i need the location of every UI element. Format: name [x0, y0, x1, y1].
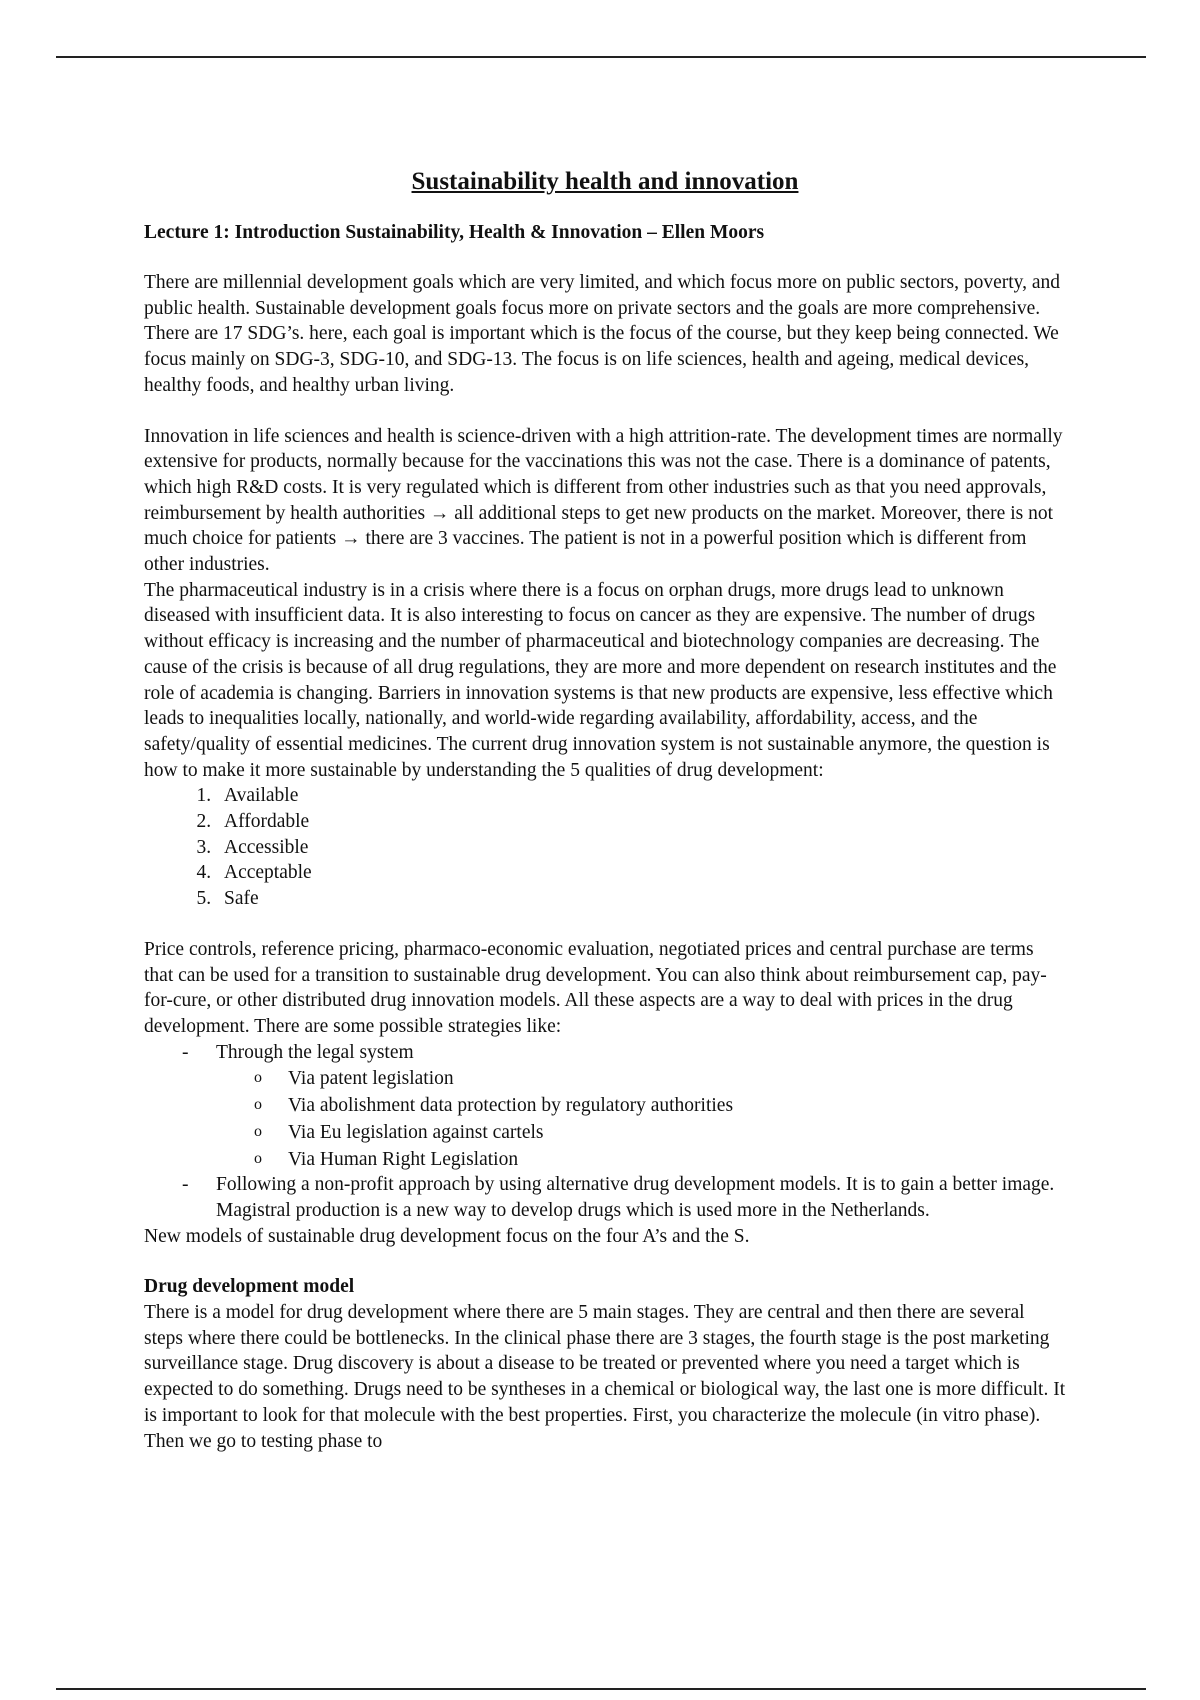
qualities-list	[144, 783, 1066, 912]
list-item: o Via Eu legislation against cartels	[216, 1120, 1066, 1146]
legal-sublist	[216, 1066, 1066, 1172]
strategy-legal	[144, 1040, 1066, 1173]
list-item: o Via patent legislation	[216, 1066, 1066, 1092]
list-item: o Via abolishment data protection by regulatory authorities	[216, 1093, 1066, 1119]
bottom-rule	[56, 1688, 1146, 1690]
section-heading: Drug development model	[144, 1276, 355, 1298]
paragraph-drug-model: There is a model for drug development where there are 5 main stages. They are central and then there are several steps where there could be bottlenecks. In the clinical phase there are 3 stages, the fourth stage is the post marketing surveillance stage. Drug discovery is about a disease to be treated or prevented where you need a target which is expected to do something. Drugs need to be syntheses in a chemical or biological way, the last one is more difficult. It is important to look for that molecule with the best properties. First, you characterize the molecule (in vitro phase). Then we go to testing phase to	[144, 1302, 1066, 1452]
document-title: Sustainability health and innovation	[411, 168, 799, 195]
spacer	[144, 1249, 1066, 1274]
strategies-list	[144, 1040, 1066, 1224]
list-item: 1. Available	[216, 783, 1066, 809]
paragraph-pricing: Price controls, reference pricing, pharmaco-economic evaluation, negotiated prices and central purchase are terms that can be used for a transition to sustainable drug development. You can also think about reimbursement cap, pay-for-cure, or other distributed drug innovation models. All these aspects are a way to deal with prices in the drug development. There are some possible strategies like:	[144, 938, 1047, 1037]
paragraph-crisis: The pharmaceutical industry is in a crisis where there is a focus on orphan drugs, more drugs lead to unknown diseased with insufficient data. It is also interesting to focus on cancer as they are expensive. The number of drugs without efficacy is increasing and the number of pharmaceutical and biotechnology companies are decreasing. The cause of the crisis is because of all drug regulations, they are more and more dependent on research institutes and the role of academia is changing. Barriers in innovation systems is that new products are expensive, less effective which leads to inequalities locally, nationally, and world-wide regarding availability, affordability, access, and the safety/quality of essential medicines. The current drug innovation system is not sustainable anymore, the question is how to make it more sustainable by understanding the 5 qualities of drug development:	[144, 579, 1057, 781]
strategy-nonprofit: - Following a non-profit approach by using alternative drug development models. It is to gain a better image. Magistral production is a new way to develop drugs which is used more in the Netherlands.	[144, 1172, 1066, 1223]
spacer	[144, 912, 1066, 937]
list-item: 5. Safe	[216, 886, 1066, 912]
list-item: 3. Accessible	[216, 835, 1066, 861]
list-item: o Via Human Right Legislation	[216, 1147, 1066, 1173]
strategy-legal-label: Through the legal system	[216, 1041, 414, 1063]
paragraph-new-models: New models of sustainable drug development focus on the four A’s and the S.	[144, 1225, 750, 1247]
spacer	[144, 399, 1066, 424]
list-item: 2. Affordable	[216, 809, 1066, 835]
paragraph-mdg-sdg: There are millennial development goals which are very limited, and which focus more on public sectors, poverty, and public health. Sustainable development goals focus more on private sectors and the goals are more comprehensive. There are 17 SDG’s. here, each goal is important which is the focus of the course, but they keep being connected. We focus mainly on SDG-3, SDG-10, and SDG-13. The focus is on life sciences, health and ageing, medical devices, healthy foods, and healthy urban living.	[144, 272, 1061, 396]
lecture-heading: Lecture 1: Introduction Sustainability, Health & Innovation – Ellen Moors	[144, 222, 765, 243]
list-item: 4. Acceptable	[216, 860, 1066, 886]
document-body	[144, 166, 1066, 1454]
top-rule	[56, 56, 1146, 58]
paragraph-innovation: Innovation in life sciences and health is science-driven with a high attrition-rate. The development times are normally extensive for products, normally because for the vaccinations this was not the case. There is a dominance of patents, which high R&D costs. It is very regulated which is different from other industries such as that you need approvals, reimbursement by health authorities → all additional steps to get new products on the market. Moreover, there is not much choice for patients → there are 3 vaccines. The patient is not in a powerful position which is different from other industries.	[144, 425, 1063, 576]
